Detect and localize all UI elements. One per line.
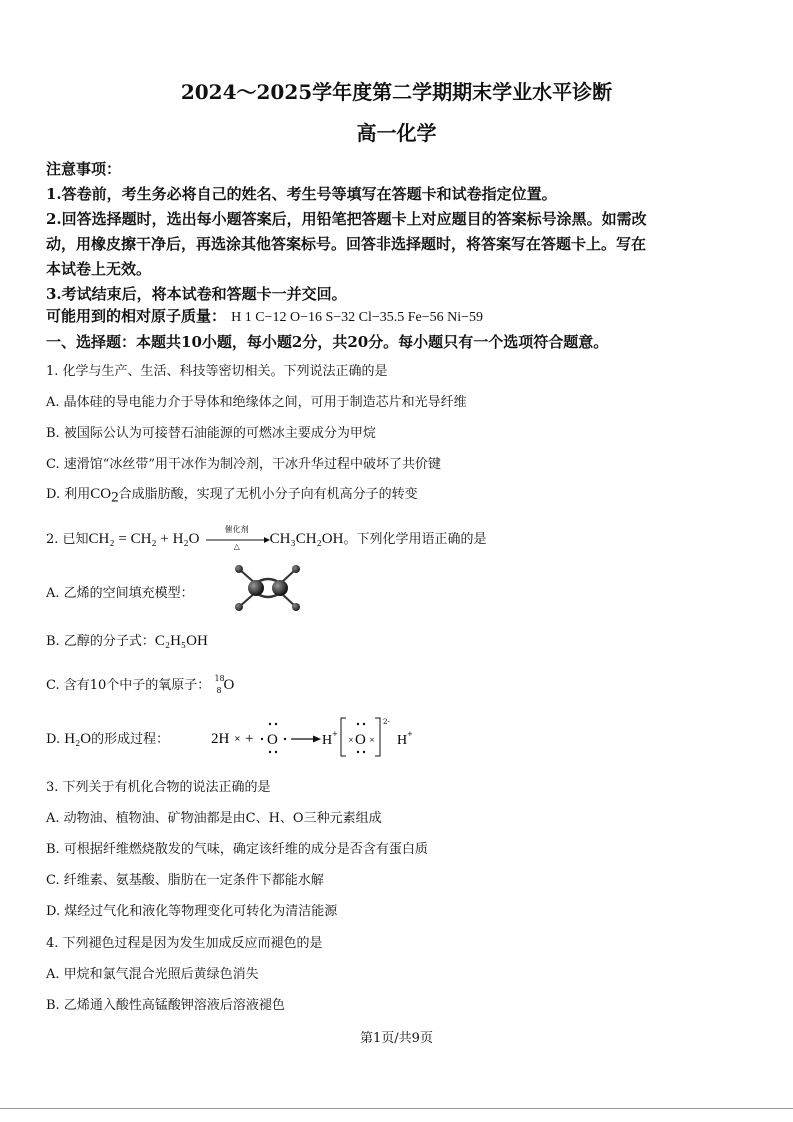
formation-oxygen-product: O (355, 732, 366, 748)
q2-d-prefix: D. (46, 732, 61, 747)
formation-oxygen: O (267, 732, 278, 748)
q2-c-mass-number: 18 (214, 673, 225, 683)
q2-d-suffix: 的形成过程： (91, 732, 170, 747)
q2-c-symbol: O (223, 676, 235, 693)
q1-d-suffix: 合成脂肪酸，实现了无机小分子向有机高分子的转变 (118, 487, 418, 502)
q2-d-formula: H₂O (64, 731, 92, 747)
electron-dot-icon (357, 723, 359, 725)
section-1-heading: 一、选择题：本题共10小题，每小题2分，共20分。每小题只有一个选项符合题意。 (46, 333, 609, 351)
q2-catalyst-label: 催化剂 (224, 524, 249, 534)
electron-dot-icon (269, 723, 271, 725)
electron-dot-icon (363, 723, 365, 725)
q1-stem: 1. 化学与生产、生活、科技等密切相关。下列说法正确的是 (46, 364, 388, 379)
atomic-masses (46, 305, 483, 326)
q2-suffix: 。下列化学用语正确的是 (343, 532, 487, 547)
ethylene-space-filling-model-icon (228, 562, 308, 614)
q3-option-c: C. 纤维素、氨基酸、脂肪在一定条件下都能水解 (46, 873, 324, 888)
electron-dot-icon (275, 723, 277, 725)
formation-h-left: H (322, 733, 333, 748)
q1-option-c: C. 速滑馆“冰丝带”用干冰作为制冷剂，干冰升华过程中破坏了共价键 (46, 457, 442, 472)
electron-dot-icon (357, 751, 359, 753)
electron-dot-icon (261, 738, 263, 740)
q3-stem: 3. 下列关于有机化合物的说法正确的是 (46, 780, 271, 795)
q1-d-formula-sub: 2 (111, 489, 119, 506)
atomic-masses-values: H 1 C−12 O−16 S−32 Cl−35.5 Fe−56 Ni−59 (231, 310, 484, 325)
q1-option-b: B. 被国际公认为可接替石油能源的可燃冰主要成分为甲烷 (46, 426, 376, 441)
q1-d-prefix: D. 利用 (46, 487, 91, 502)
q2-c-prefix: C. 含有10个中子的氧原子： (46, 678, 211, 693)
q2-c-nuclide (214, 673, 235, 695)
q2-stem (46, 524, 487, 551)
electron-cross-icon: × (369, 736, 375, 744)
q1-option-d (46, 483, 418, 507)
exam-title: 2024～2025学年度第二学期期末学业水平诊断 (180, 80, 613, 104)
formation-oxide-charge: 2- (383, 718, 390, 726)
q3-option-b: B. 可根据纤维燃烧散发的气味，确定该纤维的成分是否含有蛋白质 (46, 842, 428, 857)
q2-prefix: 2. 已知 (46, 532, 89, 547)
formation-h-right-charge: + (407, 730, 413, 738)
electron-dot-icon (275, 751, 277, 753)
q2-heat-symbol: △ (233, 541, 240, 551)
exam-subject: 高一化学 (356, 121, 437, 145)
atomic-masses-label: 可能用到的相对原子质量： (46, 307, 227, 325)
q2-option-d (46, 728, 169, 748)
q3-option-d: D. 煤经过气化和液化等物理变化可转化为清洁能源 (46, 904, 338, 919)
note-1: 1.答卷前，考生务必将自己的姓名、考生号等填写在答题卡和试卷指定位置。 (46, 185, 557, 203)
q1-option-a: A. 晶体硅的导电能力介于导体和绝缘体之间，可用于制造芯片和光导纤维 (46, 395, 467, 410)
note-2-line2: 动，用橡皮擦干净后，再选涂其他答案标号。回答非选择题时，将答案写在答题卡上。写在 (46, 235, 647, 253)
electron-dot-icon (284, 738, 286, 740)
q2-c-atomic-number: 8 (216, 685, 222, 695)
formation-plus: + (245, 731, 254, 747)
q2-reactants: CH₂ = CH₂ + H₂O (88, 531, 200, 547)
note-2-line3: 本试卷上无效。 (46, 260, 152, 278)
q2-option-b (46, 630, 208, 650)
q2-product: CH₃CH₂OH (269, 531, 344, 547)
note-3: 3.考试结束后，将本试卷和答题卡一并交回。 (46, 285, 347, 303)
q4-stem: 4. 下列褪色过程是因为发生加成反应而褪色的是 (46, 936, 323, 951)
formation-h-right: H (397, 733, 408, 748)
electron-cross-icon: × (348, 736, 354, 744)
electron-dot-icon (269, 751, 271, 753)
q2-option-a: A. 乙烯的空间填充模型： (46, 586, 194, 601)
q3-option-a: A. 动物油、植物油、矿物油都是由C、H、O三种元素组成 (46, 811, 382, 826)
notes-heading: 注意事项： (46, 160, 122, 178)
formation-h-left-charge: + (332, 730, 338, 738)
bottom-divider (0, 1108, 793, 1109)
right-bracket-icon (375, 718, 380, 756)
q2-b-formula: C₂H₅OH (154, 633, 208, 649)
electron-dot-icon (363, 751, 365, 753)
q2-b-prefix: B. 乙醇的分子式： (46, 634, 155, 649)
q2-option-c (46, 674, 234, 694)
page-number: 第1页/共9页 (360, 1031, 433, 1046)
water-formation-diagram (195, 714, 425, 760)
q4-option-a: A. 甲烷和氯气混合光照后黄绿色消失 (46, 967, 259, 982)
note-2-line1: 2.回答选择题时，选出每小题答案后，用铅笔把答题卡上对应题目的答案标号涂黑。如需改 (46, 210, 647, 228)
left-bracket-icon (341, 718, 346, 756)
q1-d-formula: CO (90, 486, 112, 502)
formation-2h: 2H (211, 731, 230, 747)
q2-reaction-arrow (204, 524, 270, 551)
q4-option-b: B. 乙烯通入酸性高锰酸钾溶液后溶液褪色 (46, 998, 285, 1013)
electron-cross-icon: × (234, 734, 241, 743)
formation-arrowhead-icon (313, 736, 321, 743)
